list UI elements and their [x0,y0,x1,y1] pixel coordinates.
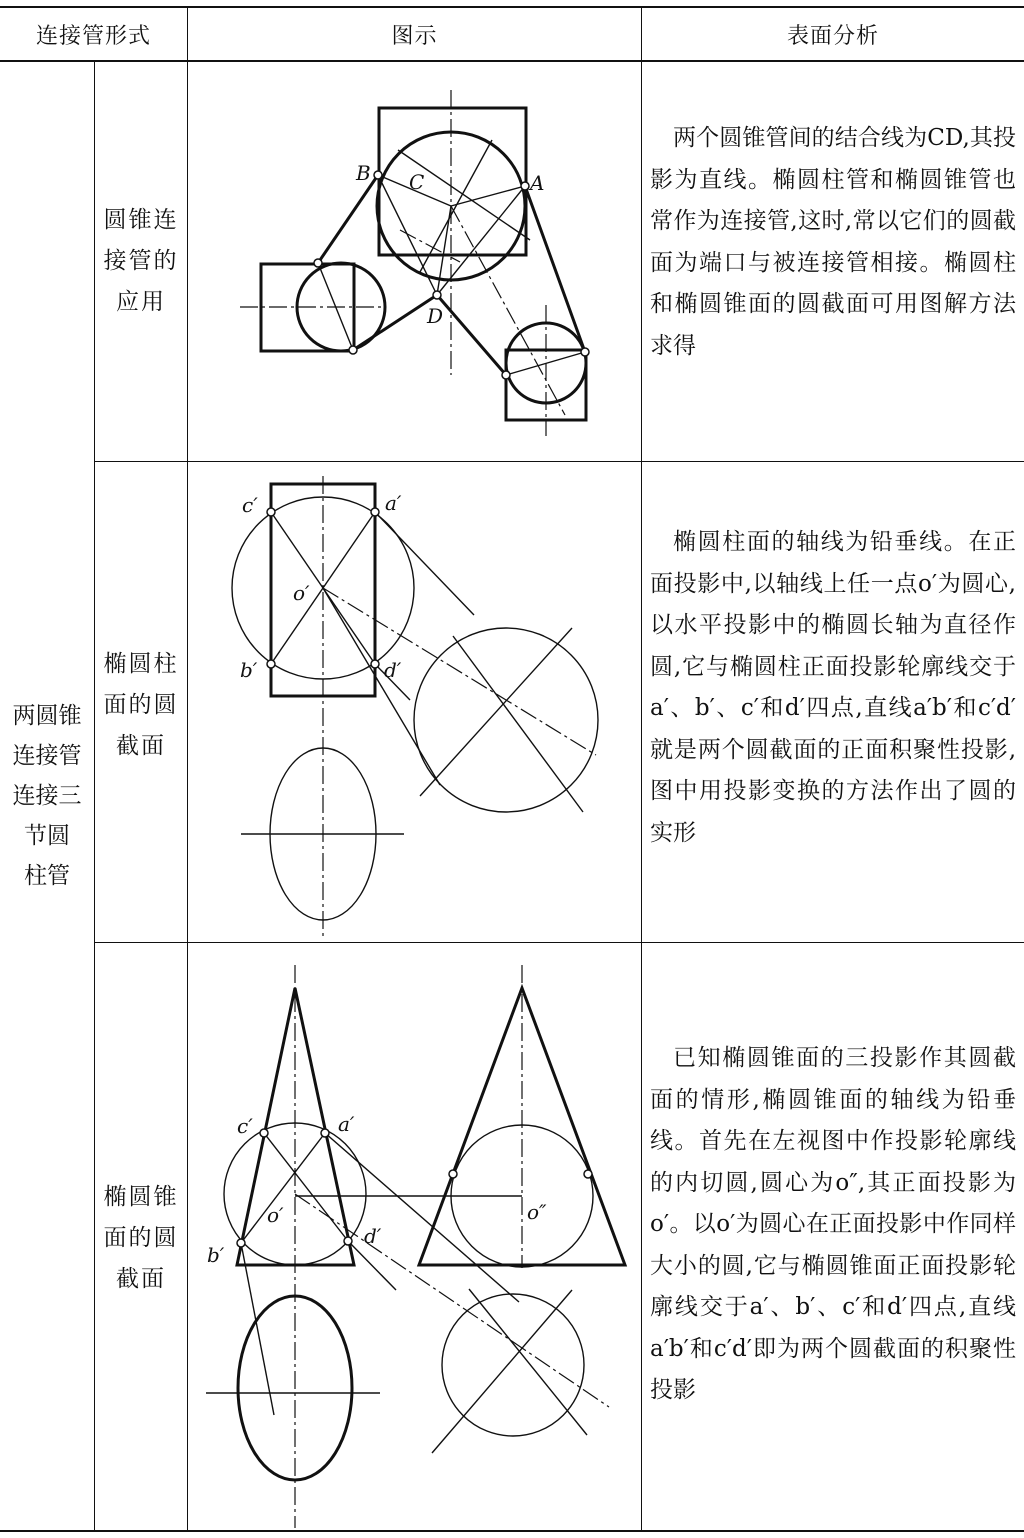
group-label-line: 柱管 [24,863,70,889]
label-c: c′ [242,493,258,517]
subtype-line: 接管的 [103,248,179,274]
header-analysis: 表面分析 [786,23,879,49]
label-a: a′ [385,491,402,515]
label-d: d′ [384,658,402,682]
group-label-line: 连接管 [12,743,82,769]
figure-cone-connector [188,62,641,461]
figure-elliptic-cone [188,943,641,1530]
analysis-row3: 已知椭圆锥面的三投影作其圆截面的情形,椭圆锥面的轴线为铅垂线。首先在左视图中作投影轮廓线的内切圆,圆心为o″,其正面投影为o′。以o′为圆心在正面投影中作同样大小的圆,它与椭圆锥面正面投影轮廓线交于a′、b′、c′和d′四点,直线a′b′和c′d′即为两个圆截面的积聚性投影 [650,1045,1016,1403]
subtype-line: 面的圆 [103,692,179,718]
label-b: b′ [240,658,258,682]
cone-edge [318,175,378,263]
subtype-line: 椭圆柱 [103,651,179,677]
analysis-row1: 两个圆锥管间的结合线为CD,其投影为直线。椭圆柱管和椭圆锥管也常作为连接管,这时,常以它们的圆截面为端口与被连接管相接。椭圆柱和椭圆锥面的圆截面可用图解方法求得 [650,125,1016,359]
label-o1: o′ [267,1203,284,1227]
subtype-line: 截面 [116,1266,166,1292]
group-label-line: 两圆锥 [12,703,82,729]
square-top [379,108,526,255]
col-divider-3 [641,6,642,1531]
subtype-row1 [95,200,187,323]
points [237,1129,592,1247]
label-a: a′ [338,1112,355,1136]
label-o2: o″ [527,1200,547,1224]
analysis-row2: 椭圆柱面的轴线为铅垂线。在正面投影中,以轴线上任一点o′为圆心,以水平投影中的椭圆长轴为直径作圆,它与椭圆柱正面投影轮廓线交于a′、b′、c′和d′四点,直线a′b′和c′d′就是两个圆截面的正面积聚性投影,图中用投影变换的方法作出了圆的实形 [650,529,1016,846]
subtype-row2 [95,644,187,767]
header-figure: 图示 [391,23,438,49]
outline-group [261,108,586,420]
group-label-line: 节圆 [24,823,70,849]
label-A: A [530,171,545,195]
subtype-row3 [95,1177,187,1300]
construction-lines [232,497,598,920]
construction-lines [206,1123,593,1453]
subtype-line: 面的圆 [103,1225,179,1251]
group-label [0,62,94,1530]
group-label-line: 连接三 [12,783,82,809]
subtype-line: 椭圆锥 [103,1184,179,1210]
subtype-line: 截面 [116,733,166,759]
label-b: b′ [207,1243,225,1267]
label-B: B [356,161,371,185]
label-D: D [427,304,444,328]
label-c: c′ [237,1114,253,1138]
figure-elliptic-cylinder [188,462,641,942]
header-form: 连接管形式 [35,23,151,49]
subtype-line: 圆锥连 [103,207,179,233]
label-o: o′ [293,581,310,605]
projection-axis [323,588,596,755]
bottom-rule [0,1530,1024,1532]
subtype-line: 应用 [116,289,166,315]
label-d: d′ [364,1224,382,1248]
cone-edge [525,186,585,352]
label-C: C [409,170,425,194]
